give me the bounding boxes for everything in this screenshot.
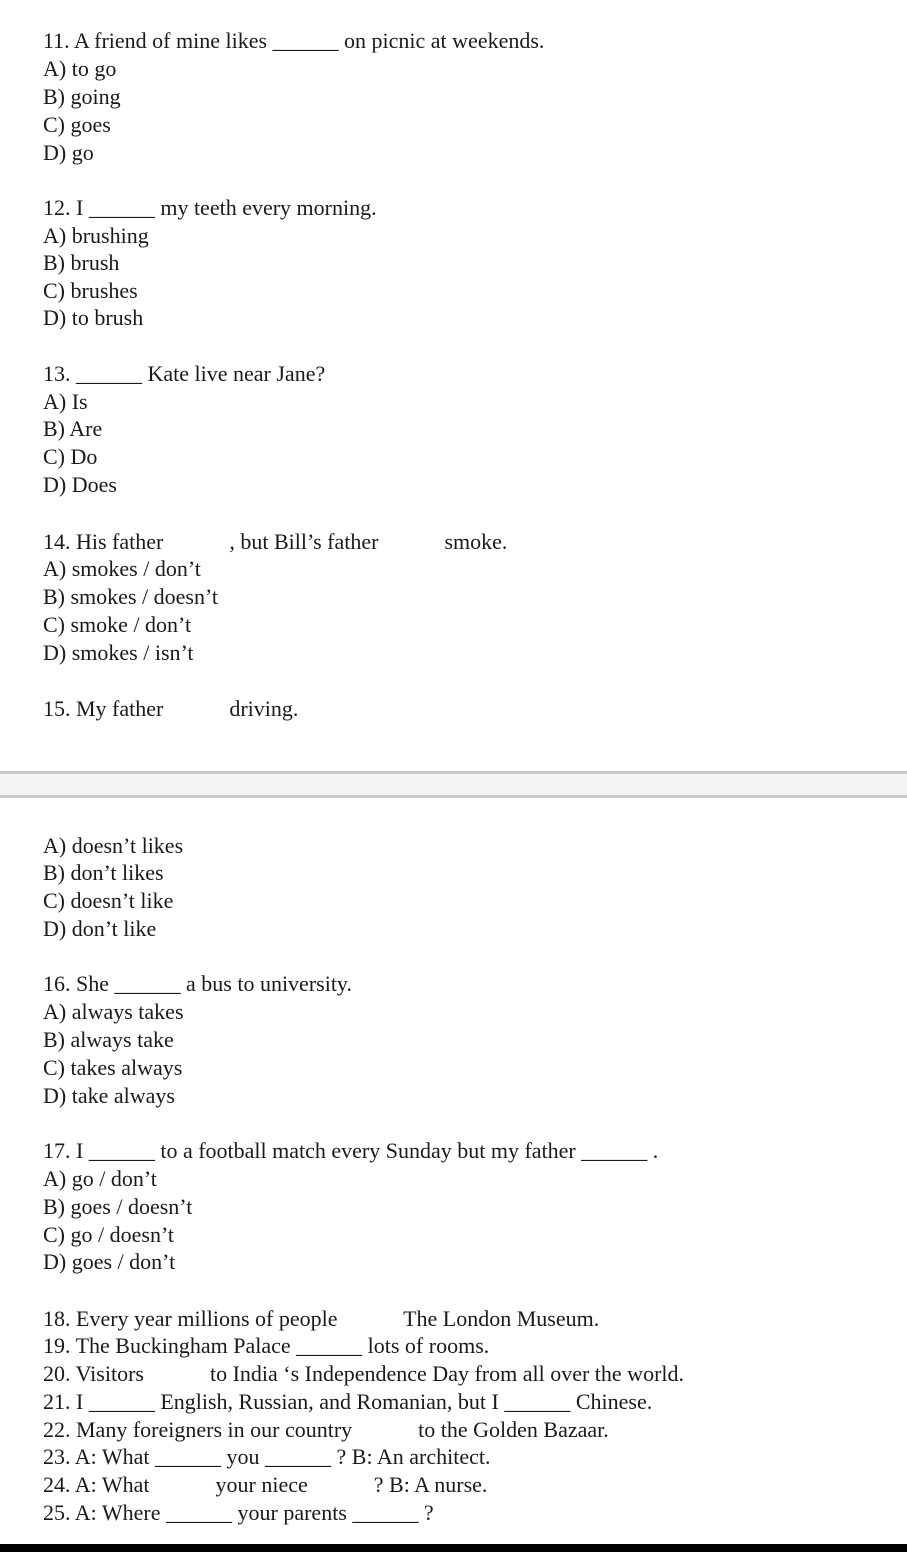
question-13-option-c: C) Do <box>43 444 98 469</box>
question-14-stem: 14. His father , but Bill’s father smoke. <box>43 529 508 554</box>
question-15-option-b: B) don’t likes <box>43 860 164 885</box>
page-top <box>0 0 907 772</box>
question-12-option-d: D) to brush <box>43 305 144 330</box>
question-16-option-c: C) takes always <box>43 1055 183 1080</box>
question-25: 25. A: Where ______ your parents ______ ? <box>43 1500 434 1525</box>
question-17-stem: 17. I ______ to a football match every Sunday but my father ______ . <box>43 1138 659 1163</box>
question-19: 19. The Buckingham Palace ______ lots of rooms. <box>43 1333 490 1358</box>
question-12-option-b: B) brush <box>43 250 120 275</box>
question-14-option-c: C) smoke / don’t <box>43 612 192 637</box>
question-13-option-d: D) Does <box>43 472 117 497</box>
page-bottom <box>0 798 907 1540</box>
question-23: 23. A: What ______ you ______ ? B: An architect. <box>43 1444 491 1469</box>
question-11-option-d: D) go <box>43 140 94 165</box>
question-16-stem: 16. She ______ a bus to university. <box>43 971 352 996</box>
bottom-black-bar <box>0 1544 907 1552</box>
question-24: 24. A: What your niece ? B: A nurse. <box>43 1472 488 1497</box>
question-12-option-a: A) brushing <box>43 223 149 248</box>
question-17-option-b: B) goes / doesn’t <box>43 1194 193 1219</box>
question-13-option-a: A) Is <box>43 389 88 414</box>
question-16-option-a: A) always takes <box>43 999 184 1024</box>
question-17-option-d: D) goes / don’t <box>43 1249 176 1274</box>
question-15-option-a: A) doesn’t likes <box>43 833 184 858</box>
question-22: 22. Many foreigners in our country to the Golden Bazaar. <box>43 1417 609 1442</box>
question-15-option-c: C) doesn’t like <box>43 888 174 913</box>
question-18: 18. Every year millions of people The London Museum. <box>43 1306 600 1331</box>
question-17-option-a: A) go / don’t <box>43 1166 157 1191</box>
question-11-stem: 11. A friend of mine likes ______ on picnic at weekends. <box>43 28 545 53</box>
question-14-option-d: D) smokes / isn’t <box>43 640 194 665</box>
question-13-option-b: B) Are <box>43 416 103 441</box>
question-12-option-c: C) brushes <box>43 278 138 303</box>
question-14-option-b: B) smokes / doesn’t <box>43 584 218 609</box>
question-12-stem: 12. I ______ my teeth every morning. <box>43 195 377 220</box>
question-13-stem: 13. ______ Kate live near Jane? <box>43 361 326 386</box>
question-16-option-d: D) take always <box>43 1083 175 1108</box>
question-11-option-c: C) goes <box>43 112 111 137</box>
page-break-top-line <box>0 771 907 774</box>
question-11-option-a: A) to go <box>43 56 117 81</box>
question-15-option-d: D) don’t like <box>43 916 157 941</box>
question-15-stem: 15. My father driving. <box>43 696 299 721</box>
question-14-option-a: A) smokes / don’t <box>43 556 201 581</box>
question-20: 20. Visitors to India ‘s Independence Day from all over the world. <box>43 1361 685 1386</box>
question-17-option-c: C) go / doesn’t <box>43 1222 174 1247</box>
question-16-option-b: B) always take <box>43 1027 174 1052</box>
question-21: 21. I ______ English, Russian, and Romanian, but I ______ Chinese. <box>43 1389 653 1414</box>
question-11-option-b: B) going <box>43 84 121 109</box>
